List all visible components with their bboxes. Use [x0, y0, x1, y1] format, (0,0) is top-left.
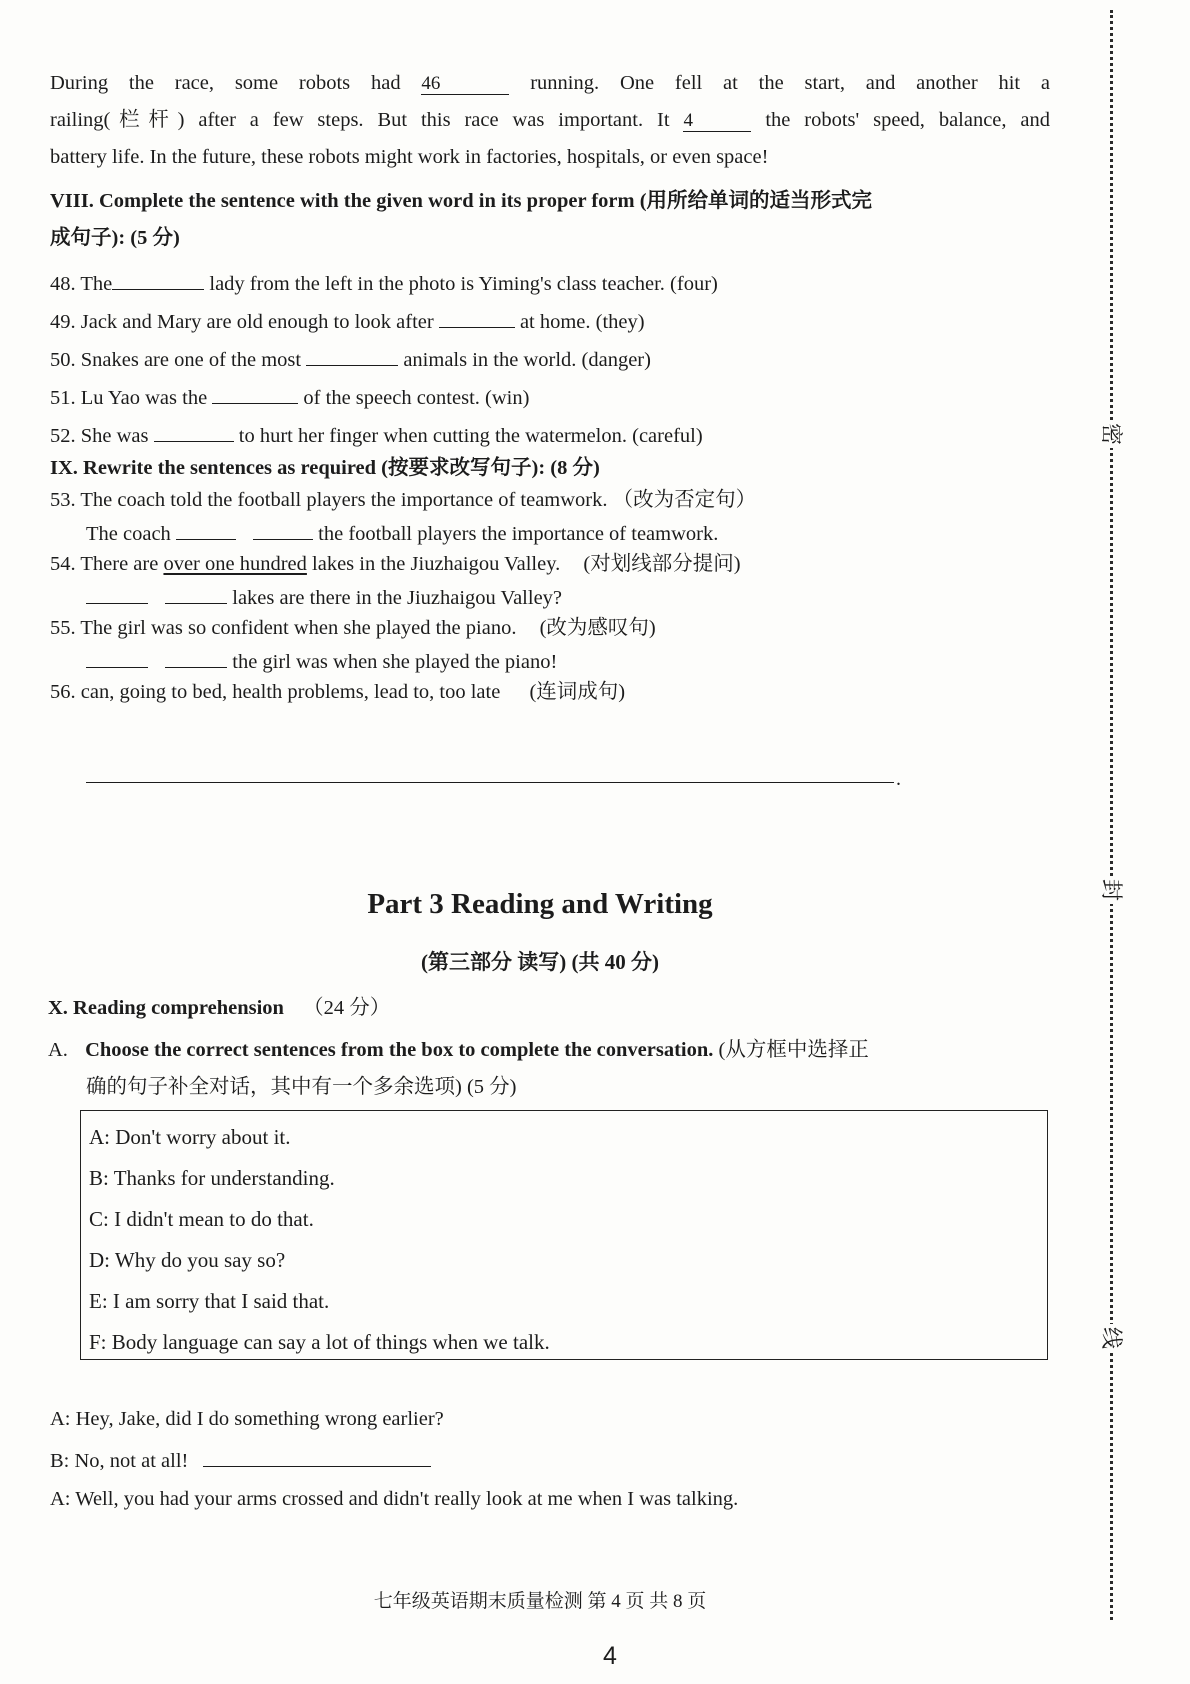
question-50: 50. Snakes are one of the most animals in the world. (danger) — [50, 345, 651, 373]
answer-blank[interactable] — [154, 421, 234, 442]
binding-label-mi: 密 — [1097, 420, 1125, 448]
part-a-label: A. — [48, 1039, 68, 1061]
instruction-note: (对划线部分提问) — [583, 553, 741, 575]
option-c: C: I didn't mean to do that. — [89, 1207, 314, 1231]
part-3-title: Part 3 Reading and Writing — [367, 888, 713, 920]
passage-text: During the race, some robots had — [50, 72, 401, 94]
option-f: F: Body language can say a lot of things when we talk. — [89, 1330, 550, 1354]
question-56: 56. can, going to bed, health problems, lead to, too late (连词成句) — [50, 681, 626, 703]
question-54-answer: lakes are there in the Jiuzhaigou Valley? — [86, 583, 562, 611]
section-10-heading: X. Reading comprehension （24 分） — [48, 997, 391, 1019]
option-a: A: Don't worry about it. — [89, 1125, 291, 1149]
passage-text: railing(栏杆) after a few steps. But this race was important. It — [50, 109, 670, 131]
question-55-answer: the girl was when she played the piano! — [86, 647, 557, 675]
question-53-answer: The coach the football players the importance of teamwork. — [86, 519, 718, 547]
question-51: 51. Lu Yao was the of the speech contest. (win) — [50, 383, 529, 411]
answer-blank[interactable] — [439, 307, 515, 328]
instruction-note: (连词成句) — [529, 681, 626, 703]
section-9-heading: IX. Rewrite the sentences as required (按要求改写句子): (8 分) — [50, 457, 600, 479]
binding-dotted-line — [1110, 10, 1113, 1620]
answer-line-period: . — [896, 768, 901, 790]
option-b: B: Thanks for understanding. — [89, 1166, 335, 1190]
binding-label-xian: 线 — [1097, 1324, 1125, 1352]
answer-blank[interactable] — [86, 647, 148, 668]
question-53: 53. The coach told the football players the importance of teamwork. （改为否定句） — [50, 489, 757, 511]
passage-line-3: battery life. In the future, these robots might work in factories, hospitals, or even space! — [50, 146, 769, 168]
part-a-instruction-line2: 确的句子补全对话，其中有一个多余选项) (5 分) — [86, 1076, 517, 1098]
underlined-part: over one hundred — [163, 553, 307, 575]
answer-blank[interactable] — [165, 647, 227, 668]
answer-blank[interactable] — [165, 583, 227, 604]
binding-label-feng: 封 — [1097, 876, 1125, 904]
passage-text: running. One fell at the start, and another hit a — [530, 72, 1051, 94]
answer-blank[interactable] — [176, 519, 236, 540]
instruction-note: （改为否定句） — [612, 489, 757, 511]
filled-blank-4: 4 — [683, 111, 751, 132]
passage-text: the robots' speed, balance, and — [765, 109, 1051, 131]
answer-blank[interactable] — [112, 269, 204, 290]
question-55: 55. The girl was so confident when she played the piano. (改为感叹句) — [50, 617, 656, 639]
answer-blank[interactable] — [253, 519, 313, 540]
options-box — [80, 1110, 1048, 1360]
answer-blank[interactable] — [203, 1446, 431, 1467]
dialogue-line-2: B: No, not at all! — [50, 1446, 431, 1474]
part-3-subtitle: (第三部分 读写) (共 40 分) — [421, 950, 659, 974]
part-a-instruction-line1: A. Choose the correct sentences from the box to complete the conversation. (从方框中选择正 — [48, 1039, 869, 1061]
option-e: E: I am sorry that I said that. — [89, 1289, 330, 1313]
question-48: 48. The lady from the left in the photo is Yiming's class teacher. (four) — [50, 269, 718, 297]
page-footer: 七年级英语期末质量检测 第 4 页 共 8 页 — [373, 1591, 707, 1612]
answer-blank[interactable] — [306, 345, 398, 366]
option-d: D: Why do you say so? — [89, 1248, 286, 1272]
dialogue-line-1: A: Hey, Jake, did I do something wrong earlier? — [50, 1408, 444, 1430]
filled-blank-46: 46 — [421, 74, 509, 95]
question-54: 54. There are over one hundred lakes in the Jiuzhaigou Valley. (对划线部分提问) — [50, 553, 741, 575]
answer-blank[interactable] — [212, 383, 298, 404]
passage-line-1 — [50, 70, 1050, 96]
question-49: 49. Jack and Mary are old enough to look after at home. (they) — [50, 307, 645, 335]
question-52: 52. She was to hurt her finger when cutting the watermelon. (careful) — [50, 421, 703, 449]
dialogue-line-3: A: Well, you had your arms crossed and didn't really look at me when I was talking. — [50, 1488, 739, 1510]
instruction-note: (改为感叹句) — [539, 617, 656, 639]
section-8-heading-line1: VIII. Complete the sentence with the given word in its proper form (用所给单词的适当形式完 — [50, 190, 873, 212]
passage-line-2 — [50, 107, 1050, 133]
answer-line-56[interactable] — [86, 782, 894, 783]
answer-blank[interactable] — [86, 583, 148, 604]
page-number: 4 — [603, 1642, 617, 1670]
section-8-heading-line2: 成句子): (5 分) — [50, 227, 180, 249]
